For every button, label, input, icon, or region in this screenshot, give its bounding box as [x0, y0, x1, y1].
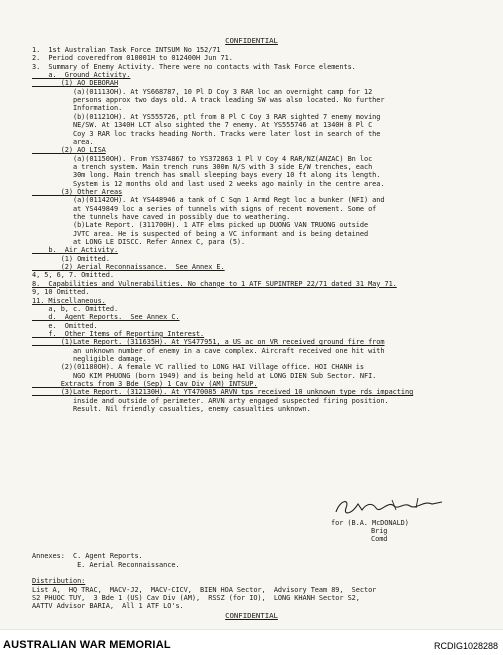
report-line: (a)(01150OH). From YS374867 to YS372863 1 Pl V Coy 4 RAR/NZ(ANZAC) Bn loc [32, 154, 373, 163]
report-line: (3)Late Report. (312130H). At YT470085 ARVN tps received 10 unknown type rds impacting [32, 388, 414, 397]
report-line: Information. [32, 104, 123, 113]
report-line: d. Agent Reports. See Annex C. [32, 313, 180, 322]
report-line: JVTC area. He is suspected of being a VC informant and is being detained [32, 229, 369, 238]
report-line: an unknown number of enemy in a cave complex. Aircraft received one hit with [32, 346, 385, 355]
signature-line: for (B.A. McDONALD) [331, 519, 409, 527]
archive-name: AUSTRALIAN WAR MEMORIAL [3, 639, 171, 651]
report-line: (a)(01142OH). At YS448946 a tank of C Sqn 1 Armd Regt loc a bunker (NFI) and [32, 196, 385, 205]
report-line: (a)(01113OH). At YS668787, 10 Pl D Coy 3 RAR loc an overnight camp for 12 [32, 87, 373, 96]
report-line: 11. Miscellaneous. [32, 296, 106, 305]
distribution-title: Distribution: [32, 577, 86, 585]
report-line: the tunnels have caved in possibly due to weathering. [32, 213, 291, 221]
report-line: Extracts from 3 Bde (Sep) 1 Cav Div (AM) INTSUP. [32, 380, 258, 388]
distribution-line: S2 PHUOC TUY, 3 Bde 1 (US) Cav Div (AM), RSSZ (for IO), LONG KHANH Sector S2, [32, 594, 360, 602]
report-line: (3) Other Areas [32, 187, 123, 196]
annex-line: E. Aerial Reconnaissance. [32, 561, 180, 569]
report-line: (2) Aerial Reconnaissance. See Annex E. [32, 263, 225, 272]
report-line: a. Ground Activity. [32, 71, 131, 79]
report-line: 4, 5, 6, 7. Omitted. [32, 271, 114, 280]
signature-rank: Brig [371, 527, 388, 535]
distribution-line: AATTV Advisor BARIA, All 1 ATF LO's. [32, 602, 184, 610]
report-line: (b)Late Report. (311700H). 1 ATF elms picked up DUONG VAN TRUONG outside [32, 221, 369, 230]
archive-reference: RCDIG1028288 [433, 641, 498, 651]
report-line: (2)(01180OH). A female VC rallied to LONG HAI Village office. HOI CHANH is [32, 363, 364, 372]
report-line: 9, 10 Omitted. [32, 288, 90, 297]
archive-footer [0, 629, 503, 655]
classification-top: CONFIDENTIAL [225, 36, 278, 45]
report-line: NGO KIM PHUONG (born 1949) and is being held at LONG DIEN Sub Sector. NFI. [32, 371, 377, 380]
report-line: at YS449849 loc a series of tunnels with signs of recent movement. Some of [32, 204, 377, 213]
report-line: persons approx two days old. A track leading SW was also located. No further [32, 96, 385, 105]
annex-line: Annexes: C. Agent Reports. [32, 552, 143, 560]
report-line: (1) AO DEBORAH [32, 79, 119, 88]
report-line: b. Air Activity. [32, 246, 119, 255]
signature-image [332, 494, 452, 522]
classification-bottom: CONFIDENTIAL [225, 611, 278, 620]
report-line: negligible damage. [32, 354, 147, 363]
report-line: e. Omitted. [32, 321, 98, 330]
report-line: a, b, c. Omitted. [32, 304, 119, 313]
report-line: 1. 1st Australian Task Force INTSUM No 152/71 [32, 46, 221, 54]
report-line: (2) AO LISA [32, 146, 106, 155]
report-line: area. [32, 137, 94, 146]
report-line: a trench system. Main trench runs 300m N/S with 3 side E/W trenches, each [32, 162, 373, 171]
report-line: f. Other Items of Reporting Interest. [32, 329, 205, 338]
signature-role: Comd [371, 535, 388, 543]
distribution-line: List A, HQ TRAC, MACV-J2, MACV-CICV, BIEN HOA Sector, Advisory Team 89, Sector [32, 586, 377, 594]
report-line: at LONG LE DISCC. Refer Annex C, para (5). [32, 238, 246, 246]
report-line: NE/SW. At 1340H LCT also sighted the 7 enemy. At YS555746 at 1340H 8 Pl C [32, 121, 373, 130]
report-line: 3. Summary of Enemy Activity. There were no contacts with Task Force elements. [32, 62, 356, 71]
report-line: System is 12 months old and last used 2 weeks ago mainly in the centre area. [32, 179, 385, 188]
report-line: (1) Omitted. [32, 254, 110, 263]
report-line: 8. Capabilities and Vulnerabilities. No change to 1 ATF SUPINTREP 22/71 dated 31 May 71. [32, 279, 397, 288]
report-line: Coy 3 RAR loc tracks heading North. Tracks were later lost in search of the [32, 129, 381, 138]
report-line: (1)Late Report. (311635H). At YS477951, a US ac on VR received ground fire from [32, 338, 385, 347]
report-line: inside and outside of perimeter. ARVN arty engaged suspected firing position. [32, 396, 389, 405]
report-line: 30m long. Main trench has small sleeping bays every 10 ft along its length. [32, 171, 381, 180]
report-line: 2. Period coveredfrom 010001H to 012400H Jun 71. [32, 54, 233, 63]
report-line: (b)(01121OH). At YS555726, ptl from 8 Pl C Coy 3 RAR sighted 7 enemy moving [32, 112, 381, 121]
report-line: Result. Nil friendly casualties, enemy casualties unknown. [32, 405, 311, 414]
